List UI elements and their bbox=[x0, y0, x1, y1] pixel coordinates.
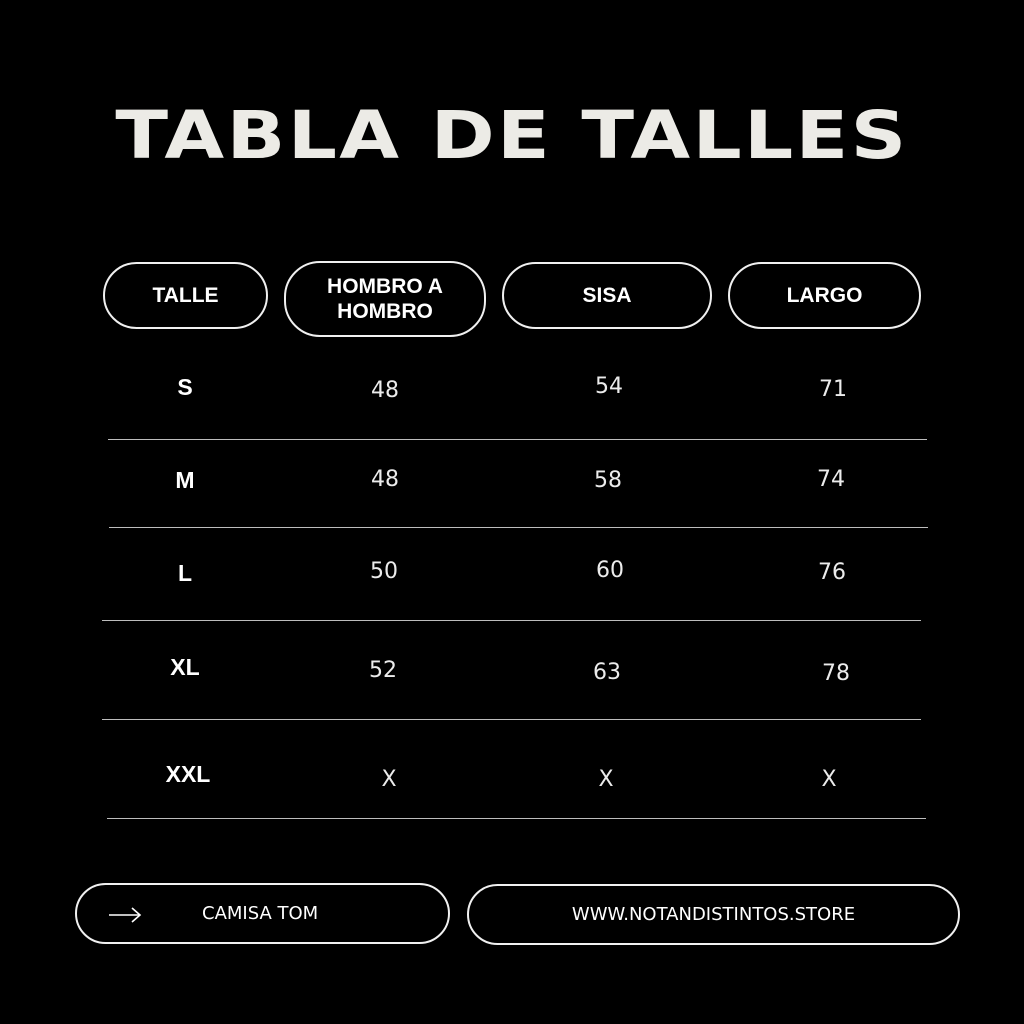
cell-sisa-xl: 63 bbox=[593, 660, 621, 685]
cell-largo-xxl: X bbox=[821, 767, 837, 792]
header-talle-label: TALLE bbox=[152, 284, 219, 307]
cell-hombro-s: 48 bbox=[371, 378, 399, 403]
cell-sisa-l: 60 bbox=[596, 558, 624, 583]
header-hombro-line2: HOMBRO bbox=[337, 300, 433, 323]
cell-largo-s: 71 bbox=[819, 377, 847, 402]
size-label-xxl: XXL bbox=[165, 761, 211, 787]
header-hombro-line1: HOMBRO A bbox=[327, 275, 443, 298]
size-label-m: M bbox=[175, 467, 195, 493]
header-largo-label: LARGO bbox=[786, 284, 863, 307]
product-name-label: CAMISA TOM bbox=[202, 903, 319, 924]
header-talle bbox=[103, 262, 268, 329]
cell-sisa-xxl: X bbox=[598, 767, 614, 792]
arrow-right-icon bbox=[107, 903, 143, 927]
header-sisa bbox=[502, 262, 712, 329]
size-label-l: L bbox=[177, 560, 193, 586]
row-divider bbox=[109, 527, 928, 528]
cell-hombro-xxl: X bbox=[381, 767, 397, 792]
header-hombro bbox=[284, 261, 486, 337]
header-largo bbox=[728, 262, 921, 329]
row-divider bbox=[102, 620, 921, 621]
website-link[interactable] bbox=[467, 884, 960, 945]
cell-hombro-xl: 52 bbox=[369, 658, 397, 683]
row-divider bbox=[108, 439, 927, 440]
cell-sisa-m: 58 bbox=[594, 468, 622, 493]
cell-hombro-l: 50 bbox=[370, 559, 398, 584]
cell-largo-xl: 78 bbox=[822, 661, 850, 686]
size-label-s: S bbox=[177, 374, 193, 400]
cell-hombro-m: 48 bbox=[371, 467, 399, 492]
cell-largo-l: 76 bbox=[818, 560, 846, 585]
header-sisa-label: SISA bbox=[582, 284, 632, 307]
row-divider bbox=[107, 818, 926, 819]
row-divider bbox=[102, 719, 921, 720]
size-label-xl: XL bbox=[170, 654, 200, 680]
cell-sisa-s: 54 bbox=[595, 374, 623, 399]
cell-largo-m: 74 bbox=[817, 467, 845, 492]
website-label: WWW.NOTANDISTINTOS.STORE bbox=[571, 904, 856, 925]
product-name-pill[interactable] bbox=[75, 883, 450, 944]
page-title: TABLA DE TALLES bbox=[115, 97, 909, 174]
